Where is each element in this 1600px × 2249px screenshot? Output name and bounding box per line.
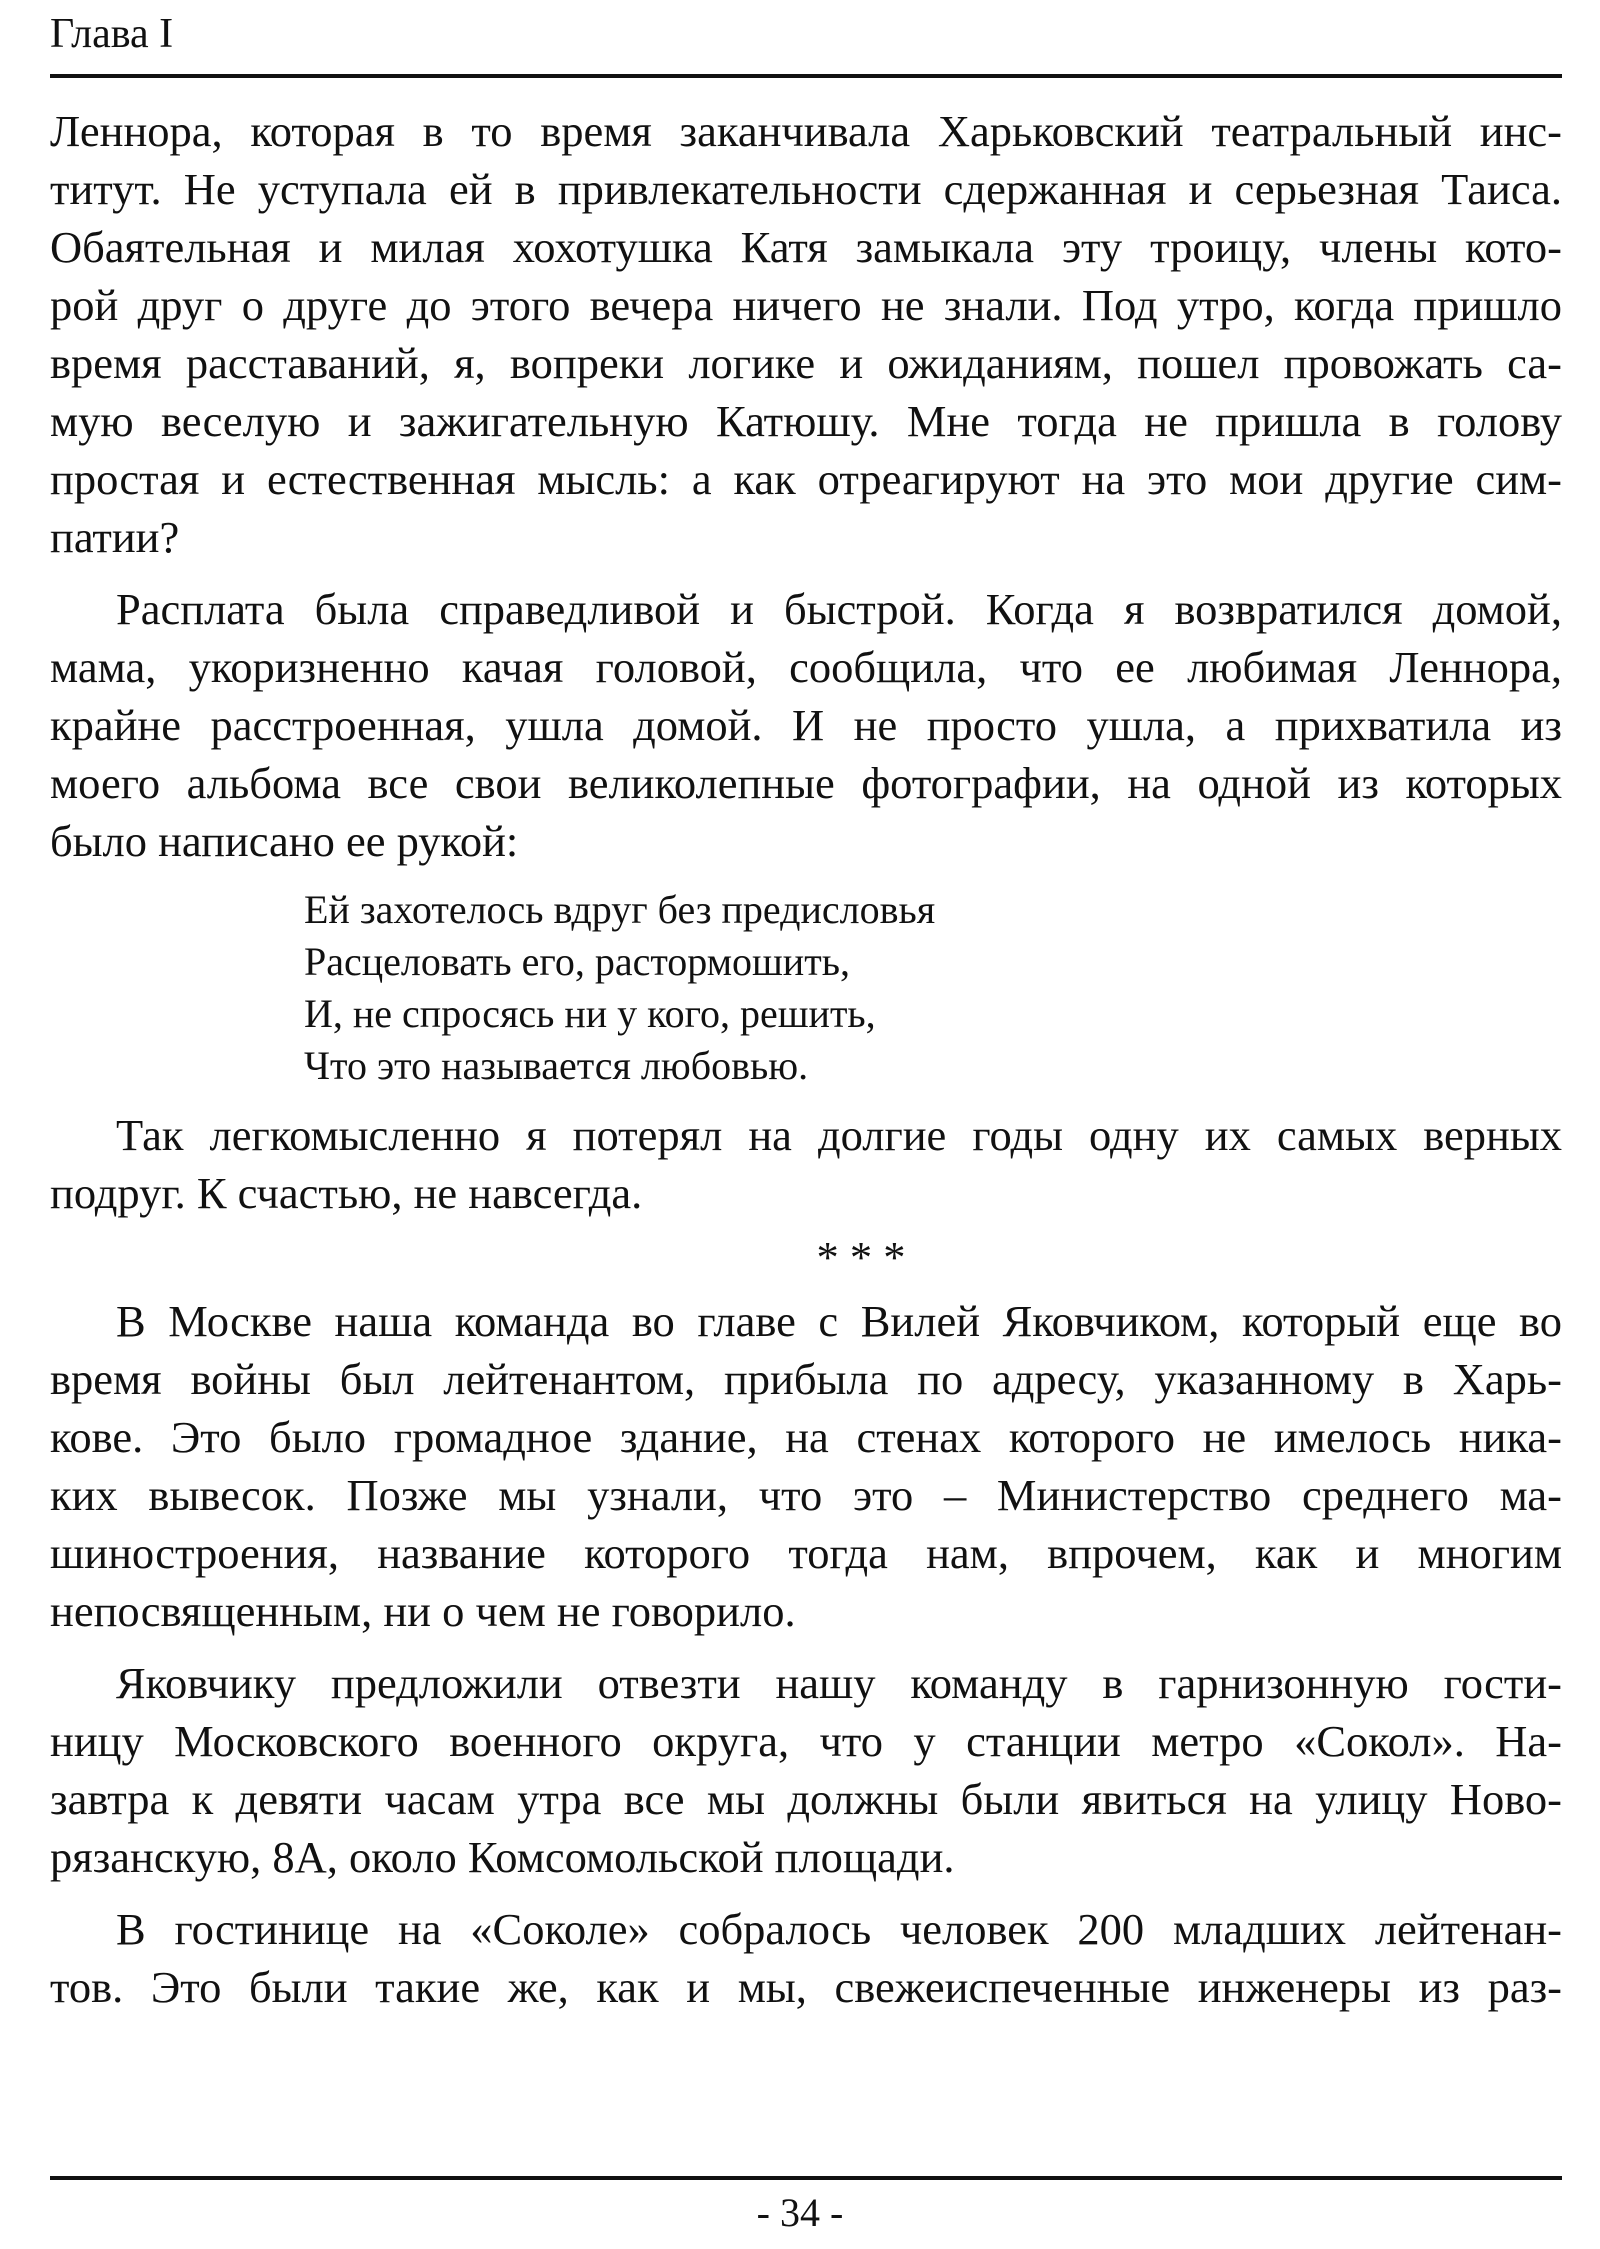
- body-text: [50, 102, 1562, 2016]
- text-line: мама, укоризненно качая головой, сообщила, что ее любимая Леннора,: [50, 642, 1562, 692]
- header-rule: [50, 74, 1562, 78]
- paragraph: [50, 1900, 1562, 2016]
- text-line: Леннора, которая в то время заканчивала Харьковский театральный инс-: [50, 106, 1562, 156]
- paragraph: [50, 580, 1562, 870]
- paragraph: [50, 102, 1562, 566]
- text-line: непосвященным, ни о чем не говорило.: [50, 1586, 796, 1636]
- text-line: ницу Московского военного округа, что у станции метро «Сокол». На-: [50, 1716, 1562, 1766]
- text-line: крайне расстроенная, ушла домой. И не просто ушла, а прихватила из: [50, 700, 1562, 750]
- paragraph-group-3: [50, 1292, 1562, 2016]
- text-line: В гостинице на «Соколе» собралось человек 200 младших лейтенан-: [116, 1904, 1562, 1954]
- text-line: простая и естественная мысль: а как отреагируют на это мои другие сим-: [50, 454, 1562, 504]
- footer-rule: [50, 2176, 1562, 2180]
- text-line: титут. Не уступала ей в привлекательности сдержанная и серьезная Таиса.: [50, 164, 1562, 214]
- text-line: время расставаний, я, вопреки логике и ожиданиям, пошел провожать са-: [50, 338, 1562, 388]
- poem-line: И, не спросясь ни у кого, решить,: [304, 991, 876, 1036]
- running-head-chapter: Глава I: [50, 11, 174, 57]
- text-line: было написано ее рукой:: [50, 816, 519, 866]
- text-line: подруг. К счастью, не навсегда.: [50, 1168, 643, 1218]
- text-line: ких вывесок. Позже мы узнали, что это – Министерство среднего ма-: [50, 1470, 1562, 1520]
- poem-quote: [304, 884, 1562, 1092]
- spacer: [50, 870, 1562, 884]
- spacer: [50, 1092, 1562, 1106]
- spacer: [50, 1886, 1562, 1900]
- paragraph: [50, 1654, 1562, 1886]
- page-number: - 34 -: [756, 2190, 844, 2235]
- section-separator: * * *: [816, 1232, 906, 1282]
- text-line: Обаятельная и милая хохотушка Катя замыкала эту троицу, члены кото-: [50, 222, 1562, 272]
- poem-line: Расцеловать его, растормошить,: [304, 939, 850, 984]
- text-line: завтра к девяти часам утра все мы должны были явиться на улицу Ново-: [50, 1774, 1562, 1824]
- text-line: В Москве наша команда во главе с Вилей Яковчиком, который еще во: [116, 1296, 1562, 1346]
- text-line: моего альбома все свои великолепные фотографии, на одной из которых: [50, 758, 1562, 808]
- text-line: время войны был лейтенантом, прибыла по адресу, указанному в Харь-: [50, 1354, 1562, 1404]
- text-line: мую веселую и зажигательную Катюшу. Мне тогда не пришла в голову: [50, 396, 1562, 446]
- spacer: [50, 566, 1562, 580]
- text-line: кове. Это было громадное здание, на стенах которого не имелось ника-: [50, 1412, 1562, 1462]
- text-line: патии?: [50, 512, 180, 562]
- poem-line: Что это называется любовью.: [304, 1043, 809, 1088]
- paragraph-group-2: [50, 1106, 1562, 1222]
- text-line: рязанскую, 8А, около Комсомольской площади.: [50, 1832, 955, 1882]
- text-line: Так легкомысленно я потерял на долгие годы одну их самых верных: [116, 1110, 1562, 1160]
- paragraph: [50, 1106, 1562, 1222]
- text-line: рой друг о друге до этого вечера ничего не знали. Под утро, когда пришло: [50, 280, 1562, 330]
- poem-line: Ей захотелось вдруг без предисловья: [304, 887, 936, 932]
- spacer: [50, 1640, 1562, 1654]
- text-line: шиностроения, название которого тогда нам, впрочем, как и многим: [50, 1528, 1562, 1578]
- text-line: Яковчику предложили отвезти нашу команду в гарнизонную гости-: [116, 1658, 1562, 1708]
- paragraph-group-1: [50, 102, 1562, 884]
- text-line: Расплата была справедливой и быстрой. Когда я возвратился домой,: [116, 584, 1562, 634]
- paragraph: [50, 1292, 1562, 1640]
- text-line: тов. Это были такие же, как и мы, свежеиспеченные инженеры из раз-: [50, 1962, 1562, 2012]
